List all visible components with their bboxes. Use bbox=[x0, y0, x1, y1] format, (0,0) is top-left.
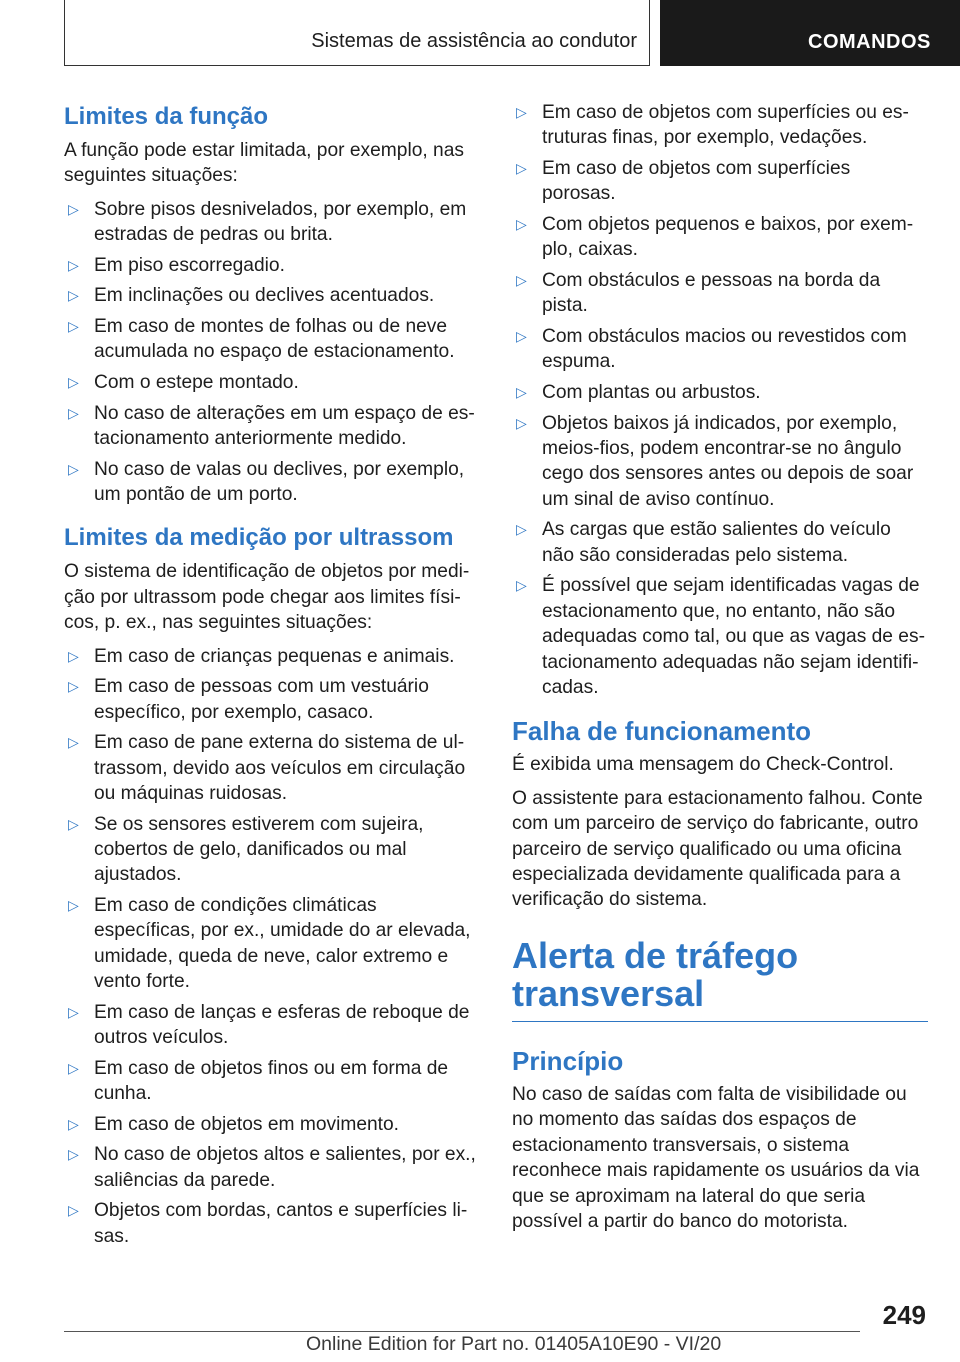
bullet-triangle-icon: ▷ bbox=[516, 384, 527, 400]
bullet-triangle-icon: ▷ bbox=[516, 521, 527, 538]
list-item-text: Em piso escorregadio. bbox=[94, 254, 285, 276]
list-item bbox=[64, 1000, 480, 1051]
bullet-triangle-icon: ▷ bbox=[68, 460, 79, 477]
page-header bbox=[64, 0, 960, 66]
list-item bbox=[64, 401, 480, 452]
list-item bbox=[512, 380, 928, 405]
ultrasound-list bbox=[64, 644, 480, 1250]
list-item-text: Objetos com bordas, cantos e superfícies lisas. bbox=[94, 1200, 468, 1247]
limits-heading: Limites da função bbox=[64, 103, 269, 130]
list-item-text: Em caso de objetos com superfícies ou estruturas finas, por exemplo, vedações. bbox=[542, 102, 909, 149]
edition-note: Online Edition for Part no. 01405A10E90 - VI/20 bbox=[306, 1333, 722, 1355]
list-item-text: Em inclinações ou declives acentuados. bbox=[94, 285, 435, 307]
bullet-triangle-icon: ▷ bbox=[68, 404, 79, 421]
malfunction-message: É exibida uma mensagem do Check-Control. bbox=[512, 754, 894, 776]
list-item-text: No caso de objetos altos e salientes, por ex., saliências da parede. bbox=[94, 1144, 476, 1191]
list-item-text: É possível que sejam identificadas vagas de estacionamento que, no entanto, não são adequadas como tal, ou que as vagas de estacionamento adequadas não sejam identificadas. bbox=[542, 575, 925, 699]
limits-list bbox=[64, 197, 480, 508]
right-column bbox=[512, 100, 928, 1242]
list-item bbox=[64, 283, 480, 308]
bullet-triangle-icon: ▷ bbox=[516, 216, 527, 232]
bullet-triangle-icon: ▷ bbox=[68, 1146, 79, 1163]
list-item bbox=[64, 812, 480, 888]
bullet-triangle-icon: ▷ bbox=[516, 577, 527, 594]
left-column bbox=[64, 100, 480, 1263]
list-item-text: Sobre pisos desnivelados, por exemplo, em estradas de pedras ou brita. bbox=[94, 198, 467, 246]
list-item bbox=[512, 100, 928, 151]
bullet-triangle-icon: ▷ bbox=[68, 1115, 79, 1132]
bullet-triangle-icon: ▷ bbox=[68, 734, 79, 751]
ultrasound-heading: Limites da medição por ultrassom bbox=[64, 524, 454, 552]
page-number: 249 bbox=[882, 1300, 926, 1330]
list-item-text: Com obstáculos e pessoas na borda da pista. bbox=[542, 270, 881, 317]
bullet-triangle-icon: ▷ bbox=[68, 1202, 79, 1219]
list-item bbox=[64, 674, 480, 725]
bullet-triangle-icon: ▷ bbox=[68, 815, 79, 832]
limits-intro: A função pode estar limitada, por exemplo, nas seguintes situações: bbox=[64, 140, 464, 187]
list-item-text: Se os sensores estiverem com sujeira, cobertos de gelo, danificados ou mal ajustados. bbox=[94, 813, 424, 886]
bullet-triangle-icon: ▷ bbox=[516, 104, 527, 120]
bullet-triangle-icon: ▷ bbox=[68, 1059, 79, 1076]
ultrasound-intro: O sistema de identificação de objetos por medição por ultrassom pode chegar aos limites físicos, p. ex., nas seguintes situações: bbox=[64, 561, 470, 634]
list-item-text: Em caso de crianças pequenas e animais. bbox=[94, 645, 455, 667]
bullet-triangle-icon: ▷ bbox=[68, 256, 79, 273]
list-item-text: Com objetos pequenos e baixos, por exemplo, caixas. bbox=[542, 214, 914, 261]
bullet-triangle-icon: ▷ bbox=[68, 1003, 79, 1020]
list-item bbox=[64, 730, 480, 806]
bullet-triangle-icon: ▷ bbox=[68, 897, 79, 914]
list-item bbox=[512, 268, 928, 319]
bullet-triangle-icon: ▷ bbox=[516, 160, 527, 176]
list-item-text: Em caso de objetos em movimento. bbox=[94, 1113, 400, 1135]
list-item-text: Em caso de lanças e esferas de reboque de outros veículos. bbox=[94, 1001, 470, 1049]
bullet-triangle-icon: ▷ bbox=[68, 678, 79, 695]
list-item-text: Em caso de objetos finos ou em forma de cunha. bbox=[94, 1057, 449, 1105]
bullet-triangle-icon: ▷ bbox=[516, 328, 527, 344]
list-item-text: Em caso de condições climáticas específicas, por ex., umidade do ar elevada, umidade, queda de neve, calor extremo e vento forte. bbox=[94, 895, 471, 993]
bullet-triangle-icon: ▷ bbox=[68, 374, 79, 390]
footer-divider bbox=[64, 1331, 860, 1332]
chapter-heading: Alerta de tráfego transversal bbox=[512, 937, 928, 1022]
list-item-text: Com obstáculos macios ou revestidos com espuma. bbox=[542, 326, 907, 373]
malfunction-heading: Falha de funcionamento bbox=[512, 716, 812, 747]
bullet-triangle-icon: ▷ bbox=[68, 287, 79, 304]
list-item-text: No caso de alterações em um espaço de estacionamento anteriormente medido. bbox=[94, 402, 475, 449]
section-title: Sistemas de assistência ao condutor bbox=[64, 0, 650, 66]
list-item-text: Em caso de pane externa do sistema de ultrassom, devido aos veículos em circulação ou máquinas ruidosas. bbox=[94, 732, 466, 805]
list-item-text: Em caso de objetos com superfícies porosas. bbox=[542, 158, 851, 205]
list-item bbox=[512, 411, 928, 513]
bullet-triangle-icon: ▷ bbox=[516, 414, 527, 431]
bullet-triangle-icon: ▷ bbox=[68, 647, 79, 664]
list-item bbox=[64, 314, 480, 365]
list-item-text: As cargas que estão salientes do veículo não são consideradas pelo sistema. bbox=[542, 519, 891, 566]
principle-text: No caso de saídas com falta de visibilidade ou no momento das saídas dos espaços de estacionamento transversais, o sistema reconhece mais rapidamente os usuários da via que se aproximam na lateral do que seria possível a partir do banco do motorista. bbox=[512, 1083, 920, 1232]
principle-heading: Princípio bbox=[512, 1045, 624, 1076]
list-item bbox=[64, 370, 480, 395]
list-item bbox=[64, 457, 480, 508]
list-item bbox=[64, 644, 480, 669]
list-item-text: Com o estepe montado. bbox=[94, 372, 299, 393]
list-item bbox=[512, 212, 928, 263]
list-item-text: Com plantas ou arbustos. bbox=[542, 382, 761, 403]
list-item bbox=[64, 1198, 480, 1249]
list-item bbox=[512, 517, 928, 568]
list-item bbox=[512, 156, 928, 207]
bullet-triangle-icon: ▷ bbox=[68, 318, 79, 334]
malfunction-text: O assistente para estacionamento falhou. Conte com um parceiro de serviço do fabricante, outro parceiro de serviço qualificado ou uma oficina especializada devidamente qualificada para a verificação do sistema. bbox=[512, 787, 923, 911]
list-item-text: Em caso de pessoas com um vestuário específico, por exemplo, casaco. bbox=[94, 676, 429, 723]
list-item bbox=[64, 1142, 480, 1193]
list-item bbox=[64, 253, 480, 278]
list-item bbox=[512, 573, 928, 700]
list-item bbox=[512, 324, 928, 375]
list-item bbox=[64, 1056, 480, 1107]
list-item bbox=[64, 1112, 480, 1137]
bullet-triangle-icon: ▷ bbox=[516, 272, 527, 288]
chapter-tab: COMANDOS bbox=[660, 0, 960, 66]
list-item-text: No caso de valas ou declives, por exemplo, um pontão de um porto. bbox=[94, 458, 465, 505]
bullet-triangle-icon: ▷ bbox=[68, 200, 79, 217]
list-item-text: Objetos baixos já indicados, por exemplo, meios-fios, podem encontrar-se no ângulo cego dos sensores antes ou depois de soar um sinal de aviso contínuo. bbox=[542, 412, 914, 510]
ultrasound-list-continued bbox=[512, 100, 928, 700]
list-item bbox=[64, 893, 480, 995]
list-item-text: Em caso de montes de folhas ou de neve acumulada no espaço de estacionamento. bbox=[94, 316, 455, 363]
list-item bbox=[64, 197, 480, 248]
